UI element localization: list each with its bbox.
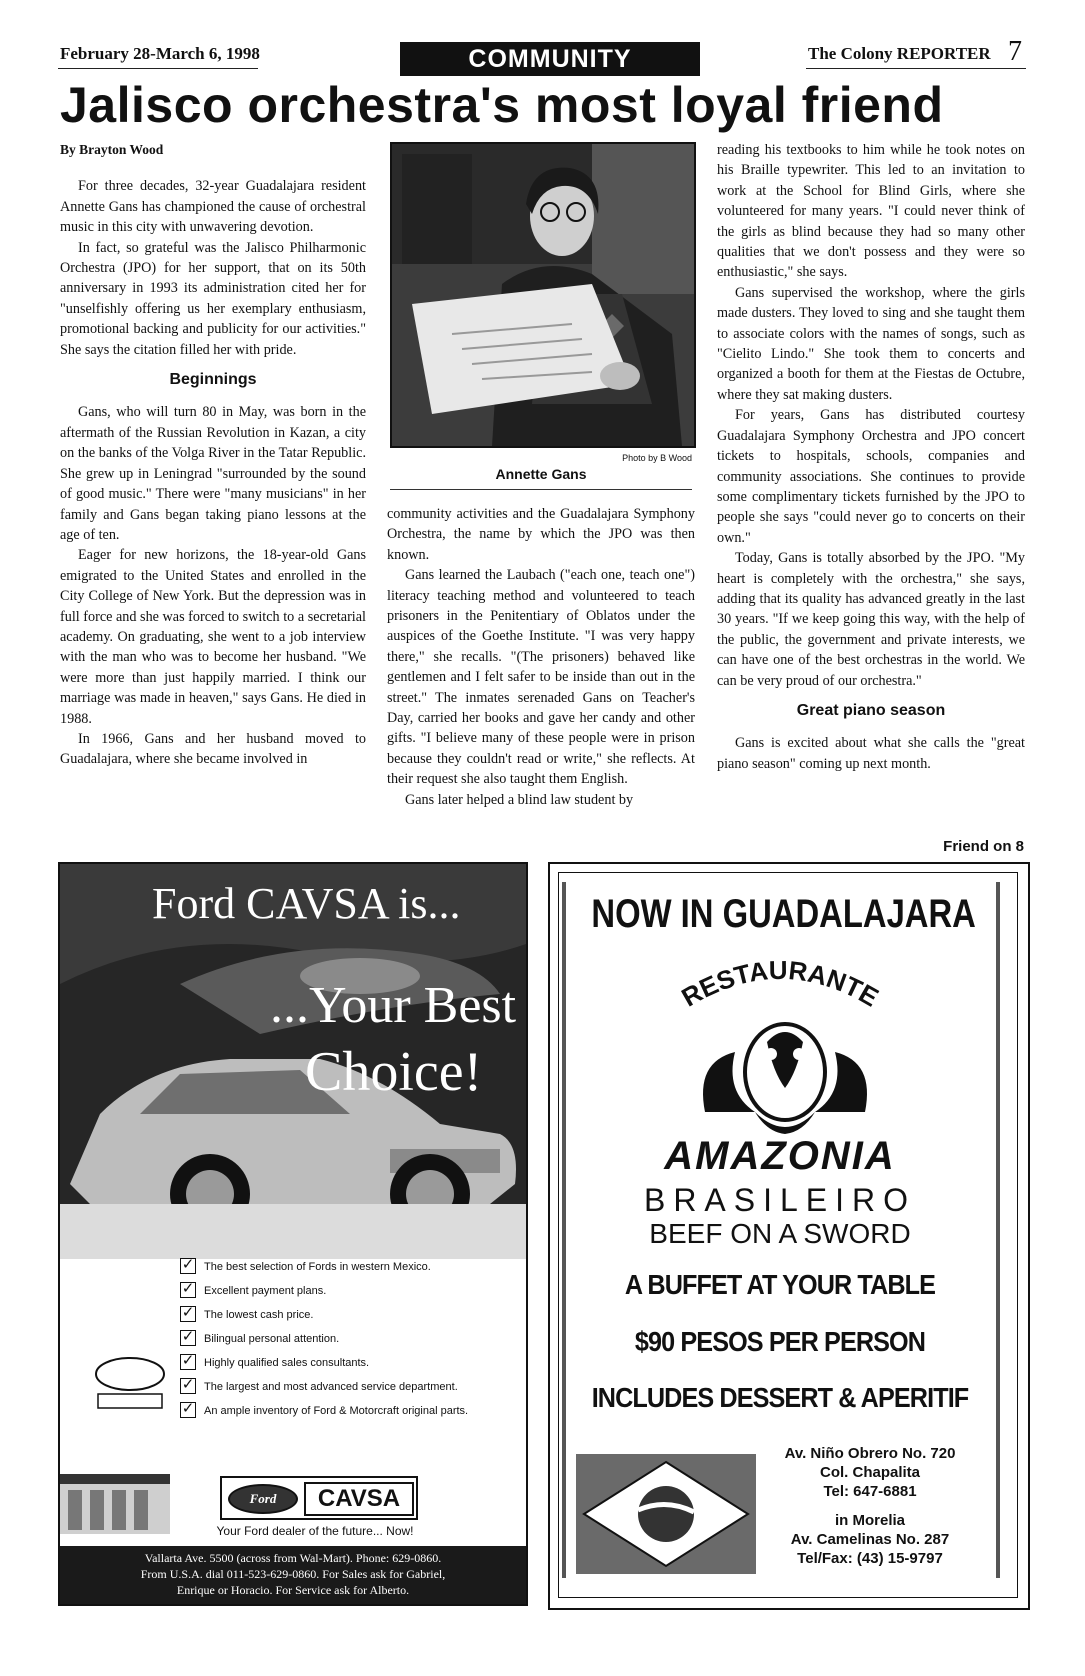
checkmark-icon: ✓ [181, 1304, 195, 1321]
paper-name: The Colony REPORTER [808, 44, 991, 63]
restaurant-name-secondary: BRASILEIRO [643, 1182, 917, 1218]
paragraph: In fact, so grateful was the Jalisco Philharmonic Orchestra (JPO) for her support, that on its 50th anniversary in 1993 its administration cited her for "unselfishly offering us her exemplary enthusiasm, promotional backing and publicity for our activities." She says the citation filled her with pride. [60, 239, 366, 358]
article-column-1 [60, 140, 366, 770]
checkmark-icon: ✓ [181, 1280, 195, 1297]
paragraph: Gans is excited about what she calls the "great piano season" coming up next month. [717, 735, 1025, 772]
feature-item: ✓ An ample inventory of Ford & Motorcraft original parts. [181, 1400, 469, 1417]
feature-item: ✓ Highly qualified sales consultants. [181, 1352, 370, 1369]
restaurant-ad-headline: NOW IN GUADALAJARA [591, 892, 976, 936]
paragraph: Eager for new horizons, the 18-year-old Gans emigrated to the United States and enrolled in the City College of New York. But the depression was in full force and she was forced to switch to a secretarial academy. On graduating, she went to a job interview with the man who was to become her husband. "We were more than just happily married. I think our marriage was made in heaven," says Gans. He died in 1988. [60, 547, 366, 727]
svg-text:RESTAURANTE: RESTAURANTE [676, 954, 884, 1013]
parrot-mascot-icon [685, 1002, 885, 1152]
phone-line: Tel: 647-6881 [823, 1483, 917, 1500]
paragraph: Gans, who will turn 80 in May, was born in the aftermath of the Russian Revolution in Kazan, a city on the banks of the Volga River in the Tatar Republic. She grew up in Leningrad "surrounded by the sound of good music." There were "many musicians" in her family and Gans began taking piano lessons at the age of ten. [60, 404, 366, 543]
photo-credit: Photo by B Wood [622, 453, 692, 463]
page-number: 7 [1008, 36, 1022, 67]
masthead-rule-right [806, 68, 1026, 69]
amazonia-restaurant-ad [548, 862, 1030, 1610]
contact-line: Vallarta Ave. 5500 (across from Wal-Mart). Phone: 629-0860. [144, 1551, 442, 1565]
ford-ad-hero [60, 864, 526, 1259]
address-line: Av. Niño Obrero No. 720 [784, 1445, 956, 1462]
section-label: COMMUNITY [400, 42, 700, 76]
restaurant-tagline: BEEF ON A SWORD [649, 1218, 911, 1249]
cavsa-logo [220, 1476, 418, 1520]
address-line: in Morelia [834, 1512, 905, 1529]
checkmark-icon: ✓ [181, 1256, 195, 1273]
contact-line: Enrique or Horacio. For Service ask for Alberto. [176, 1583, 410, 1597]
feature-item: ✓ Excellent payment plans. [181, 1280, 327, 1297]
paragraph: reading his textbooks to him while he took notes on his Braille typewriter. This led to an invitation to work at the School for Blind Girls, where she volunteered for many years. "I could never think of the girls as blind because they had so many other qualities that we don't possess and they were so enthusiastic," she says. [717, 142, 1025, 281]
caption-rule [390, 489, 692, 490]
ford-ad-headline-3: Choice! [305, 1041, 483, 1103]
address-line: Col. Chapalita [819, 1464, 920, 1481]
issue-date: February 28-March 6, 1998 [60, 44, 260, 63]
restaurant-address [750, 1444, 990, 1568]
ford-logo-icon [90, 1352, 170, 1412]
paragraph: For three decades, 32-year Guadalajara resident Annette Gans has championed the cause of orchestral music in this city with unwavering devotion. [60, 178, 366, 236]
ford-feature-list [180, 1256, 510, 1428]
offer-line-dessert: INCLUDES DESSERT & APERITIF [591, 1382, 969, 1413]
paragraph: Today, Gans is totally absorbed by the JPO. "My heart is completely with the orchestra," she says, adding that its quality has advanced greatly in the last 30 years. "If we keep going this way, with the help of the public, the government and private interests, we can have one of the best orchestras in the world. We can be very proud of our orchestra." [717, 550, 1025, 689]
dealership-building-icon [60, 1464, 170, 1534]
restaurant-name: AMAZONIA [664, 1134, 896, 1178]
paragraph: Gans learned the Laubach ("each one, teach one") literacy teaching method and volunteered to teach prisoners in the Penitentiary of Oblatos under the auspices of the Goethe Institute. "I was very happy there," she recalls. "(The prisoners) behaved like gentlemen and I felt safer to be inside than out in the street." The inmates serenaded Gans on Teacher's Day, carried her books and gave her candy and other gifts. "I believe many of these people were in prison because they couldn't read or write," she reflects. At their request she also taught them English. [387, 567, 695, 788]
paragraph: community activities and the Guadalajara Symphony Orchestra, the name by which the JPO was then known. [387, 506, 695, 563]
address-line: Av. Camelinas No. 287 [790, 1531, 950, 1548]
checkmark-icon: ✓ [181, 1400, 195, 1417]
contact-line: From U.S.A. dial 011-523-629-0860. For Sales ask for Gabriel, [140, 1567, 446, 1581]
checkmark-icon: ✓ [181, 1352, 195, 1369]
article-photo [390, 142, 696, 448]
feature-item: ✓ Bilingual personal attention. [181, 1328, 340, 1345]
phone-line: Tel/Fax: (43) 15-9797 [797, 1550, 943, 1567]
photo-illustration [392, 144, 694, 446]
article-column-2 [387, 504, 695, 810]
ford-ad-headline-2: ...Your Best [270, 977, 517, 1034]
byline: By Brayton Wood [60, 142, 164, 157]
article-headline: Jalisco orchestra's most loyal friend [60, 77, 944, 133]
masthead-rule-left [58, 68, 258, 69]
ford-ad-tagline: Your Ford dealer of the future... Now! [216, 1524, 414, 1538]
feature-item: ✓ The best selection of Fords in western Mexico. [181, 1256, 431, 1273]
cavsa-wordmark: CAVSA [304, 1482, 414, 1516]
paragraph: For years, Gans has distributed courtesy Guadalajara Symphony Orchestra and JPO concert tickets to hospitals, schools, companies and community associations. She continues to provide some complimentary tickets furnished by the JPO to people she says "could never go to concerts on their own." [717, 407, 1025, 546]
ford-ad-headline-1: Ford CAVSA is... [152, 879, 461, 928]
paragraph: Gans supervised the workshop, where the girls made dusters. They loved to sing and she taught them to associate colors with the names of songs, such as "Cielito Lindo." She took them to concerts and organized a booth for them at the Fiestas de Octubre, where they sat making dusters. [717, 284, 1025, 403]
feature-item: ✓ The lowest cash price. [181, 1304, 314, 1321]
photo-caption: Annette Gans [495, 466, 587, 482]
subhead-great-piano-season: Great piano season [796, 701, 946, 719]
subhead-beginnings: Beginnings [169, 371, 257, 389]
brazil-flag-icon [576, 1454, 756, 1574]
offer-line-buffet: A BUFFET AT YOUR TABLE [624, 1269, 936, 1300]
checkmark-icon: ✓ [181, 1328, 195, 1345]
paragraph: Gans later helped a blind law student by [405, 791, 634, 808]
ford-cavsa-ad [58, 862, 528, 1606]
feature-item: ✓ The largest and most advanced service department. [181, 1376, 458, 1393]
ford-ad-contact [60, 1546, 526, 1604]
jump-line[interactable]: Friend on 8 [943, 838, 1024, 855]
ford-oval-icon: Ford [228, 1484, 298, 1514]
offer-line-price: $90 PESOS PER PERSON [634, 1326, 926, 1357]
article-column-3 [717, 140, 1025, 774]
paragraph: In 1966, Gans and her husband moved to Guadalajara, where she became involved in [60, 730, 366, 768]
checkmark-icon: ✓ [181, 1376, 195, 1393]
